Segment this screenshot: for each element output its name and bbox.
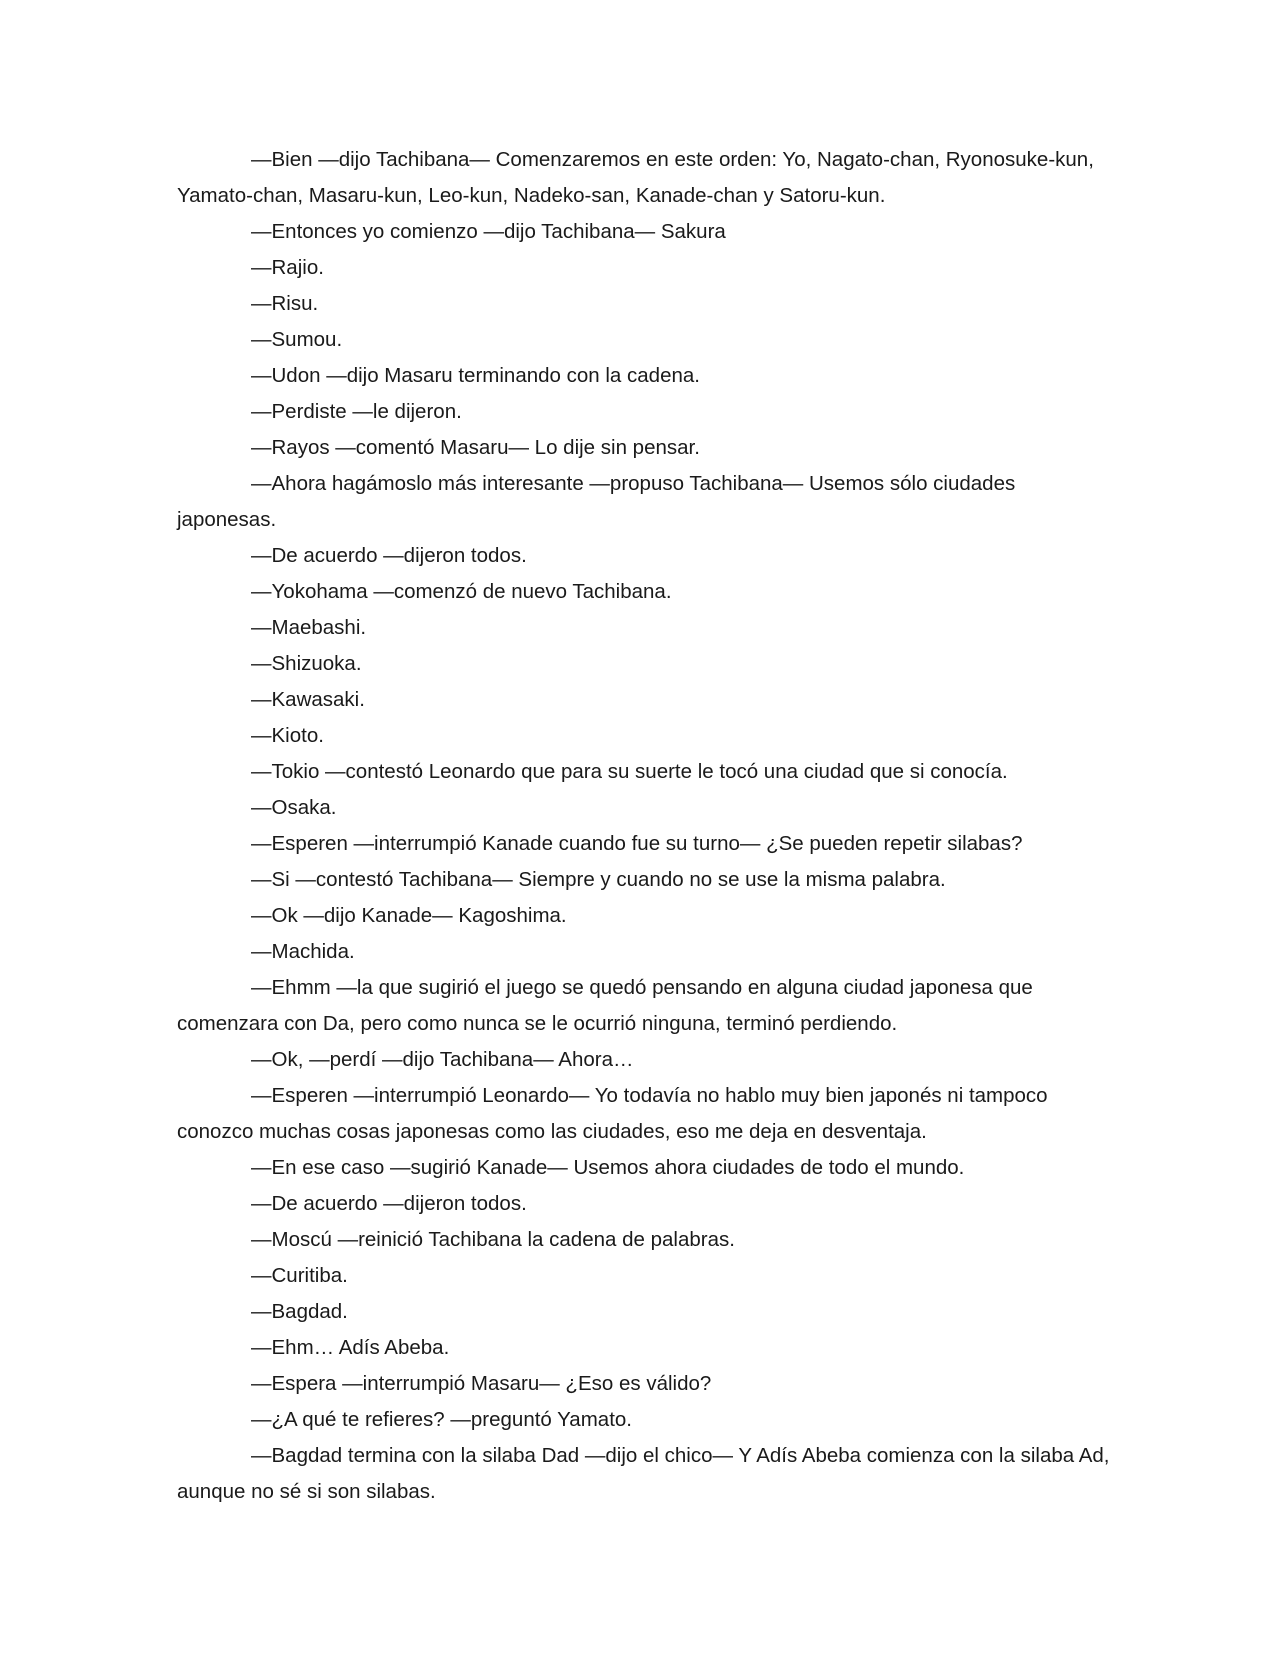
paragraph: —De acuerdo —dijeron todos. bbox=[251, 1192, 527, 1215]
paragraph: —Perdiste —le dijeron. bbox=[251, 400, 462, 423]
paragraph: —Risu. bbox=[251, 292, 319, 315]
paragraph: —Machida. bbox=[251, 940, 355, 963]
paragraph: —Esperen —interrumpió Kanade cuando fue su turno— ¿Se pueden repetir silabas? bbox=[251, 832, 1023, 855]
paragraph: —Kawasaki. bbox=[251, 688, 365, 711]
paragraph: —Kioto. bbox=[251, 724, 324, 747]
document-body bbox=[177, 142, 1117, 1510]
paragraph: —Maebashi. bbox=[251, 616, 367, 639]
paragraph: —Ok, —perdí —dijo Tachibana— Ahora… bbox=[251, 1048, 634, 1071]
paragraph: —Rayos —comentó Masaru— Lo dije sin pensar. bbox=[251, 436, 700, 459]
paragraph: —De acuerdo —dijeron todos. bbox=[251, 544, 527, 567]
paragraph: —Bagdad termina con la silaba Dad —dijo el chico— Y Adís Abeba comienza con la silaba Ad, aunque no sé si son silabas. bbox=[177, 1444, 1110, 1503]
paragraph: —Shizuoka. bbox=[251, 652, 362, 675]
paragraph: —Rajio. bbox=[251, 256, 324, 279]
paragraph: —Moscú —reinició Tachibana la cadena de palabras. bbox=[251, 1228, 735, 1251]
paragraph: —Yokohama —comenzó de nuevo Tachibana. bbox=[251, 580, 672, 603]
paragraph: —Esperen —interrumpió Leonardo— Yo todavía no hablo muy bien japonés ni tampoco conozco muchas cosas japonesas como las ciudades, eso me deja en desventaja. bbox=[177, 1084, 1048, 1143]
paragraph: —¿A qué te refieres? —preguntó Yamato. bbox=[251, 1408, 632, 1431]
paragraph: —Ehm… Adís Abeba. bbox=[251, 1336, 450, 1359]
paragraph: —Osaka. bbox=[251, 796, 337, 819]
paragraph: —Bagdad. bbox=[251, 1300, 348, 1323]
paragraph: —Sumou. bbox=[251, 328, 343, 351]
paragraph: —Ahora hagámoslo más interesante —propuso Tachibana— Usemos sólo ciudades japonesas. bbox=[177, 472, 1016, 531]
paragraph: —Entonces yo comienzo —dijo Tachibana— Sakura bbox=[251, 220, 726, 243]
paragraph: —Ok —dijo Kanade— Kagoshima. bbox=[251, 904, 567, 927]
paragraph: —Si —contestó Tachibana— Siempre y cuando no se use la misma palabra. bbox=[251, 868, 946, 891]
paragraph: —Ehmm —la que sugirió el juego se quedó pensando en alguna ciudad japonesa que comenzara con Da, pero como nunca se le ocurrió ninguna, terminó perdiendo. bbox=[177, 976, 1033, 1035]
paragraph: —En ese caso —sugirió Kanade— Usemos ahora ciudades de todo el mundo. bbox=[251, 1156, 965, 1179]
paragraph: —Espera —interrumpió Masaru— ¿Eso es válido? bbox=[251, 1372, 712, 1395]
paragraph: —Udon —dijo Masaru terminando con la cadena. bbox=[251, 364, 700, 387]
paragraph: —Bien —dijo Tachibana— Comenzaremos en este orden: Yo, Nagato-chan, Ryonosuke-kun, Yamato-chan, Masaru-kun, Leo-kun, Nadeko-san, Kanade-chan y Satoru-kun. bbox=[177, 148, 1094, 207]
paragraph: —Curitiba. bbox=[251, 1264, 348, 1287]
paragraph: —Tokio —contestó Leonardo que para su suerte le tocó una ciudad que si conocía. bbox=[251, 760, 1008, 783]
